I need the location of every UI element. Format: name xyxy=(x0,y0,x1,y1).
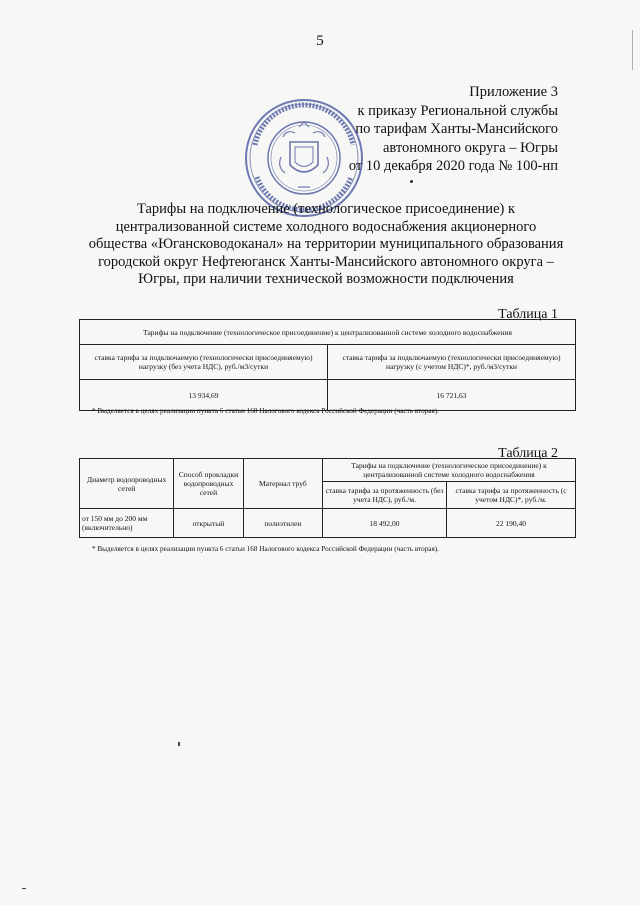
table2-label: Таблица 2 xyxy=(498,446,558,461)
title-line: Югры, при наличии технической возможности подключения xyxy=(138,271,514,287)
table2-cell-diameter: от 150 мм до 200 мм (включительно) xyxy=(80,509,174,538)
title-line: Тарифы на подключение (технологическое присоединение) к xyxy=(136,201,516,217)
title-line: общества «Югансководоканал» на территории муниципального образования xyxy=(88,236,564,252)
appendix-line: автономного округа – Югры xyxy=(382,139,558,156)
table2-cell-method: открытый xyxy=(174,509,243,538)
table1-footnote: * Выделяется в целях реализации пункта 6 статьи 168 Налогового кодекса Российской Федерации (часть вторая). xyxy=(92,407,439,415)
document-title xyxy=(78,201,574,289)
title-line: городской округ Нефтеюганск Ханты-Мансийского автономного округа – xyxy=(98,253,554,270)
scan-speck xyxy=(22,888,26,889)
table2-col-rate-vat: ставка тарифа за протяженность (с учетом НДС)*, руб./м. xyxy=(447,482,576,509)
tariff-load-table xyxy=(79,319,576,411)
title-line: централизованной системе холодного водоснабжения акционерного xyxy=(115,218,537,235)
table1-value-no-vat: 13 934,69 xyxy=(80,380,328,411)
table1-value-vat: 16 721,63 xyxy=(328,380,576,411)
appendix-line: от 10 декабря 2020 года № 100-нп xyxy=(348,158,558,174)
table1-header: Тарифы на подключение (технологическое присоединение) к централизованной системе холодного водоснабжения xyxy=(80,320,576,345)
appendix-line: к приказу Региональной службы xyxy=(357,102,558,119)
table2-cell-material: полиэтилен xyxy=(243,509,322,538)
appendix-block xyxy=(349,83,558,176)
page-number: 5 xyxy=(316,33,324,49)
table2-col-rate-no-vat: ставка тарифа за протяженность (без учета НДС), руб./м. xyxy=(323,482,447,509)
scan-speck xyxy=(410,180,413,183)
table2-col-tariff-header: Тарифы на подключение (технологическое присоединение) к централизованной системе холодного водоснабжения xyxy=(323,459,576,482)
table2-col-diameter: Диаметр водопроводных сетей xyxy=(80,459,174,509)
table2-col-material: Материал труб xyxy=(243,459,322,509)
table2-cell-rate-vat: 22 190,40 xyxy=(447,509,576,538)
table2-footnote: * Выделяется в целях реализации пункта 6 статьи 168 Налогового кодекса Российской Федерации (часть вторая). xyxy=(92,545,439,553)
appendix-line: Приложение 3 xyxy=(469,84,558,100)
table2-col-method: Способ прокладки водопроводных сетей xyxy=(174,459,243,509)
table1-label: Таблица 1 xyxy=(498,307,558,322)
scan-speck xyxy=(178,742,180,746)
table2-cell-rate-no-vat: 18 492,00 xyxy=(323,509,447,538)
appendix-line: по тарифам Ханты-Мансийского xyxy=(355,121,558,137)
tariff-length-table xyxy=(79,458,576,538)
table1-col-no-vat: ставка тарифа за подключаемую (технологически присоединяемую) нагрузку (без учета НДС), руб./м3/сутки xyxy=(80,345,328,380)
scan-speck xyxy=(632,30,633,70)
table1-col-vat: ставка тарифа за подключаемую (технологически присоединяемую) нагрузку (с учетом НДС)*, руб./м3/сутки xyxy=(328,345,576,380)
